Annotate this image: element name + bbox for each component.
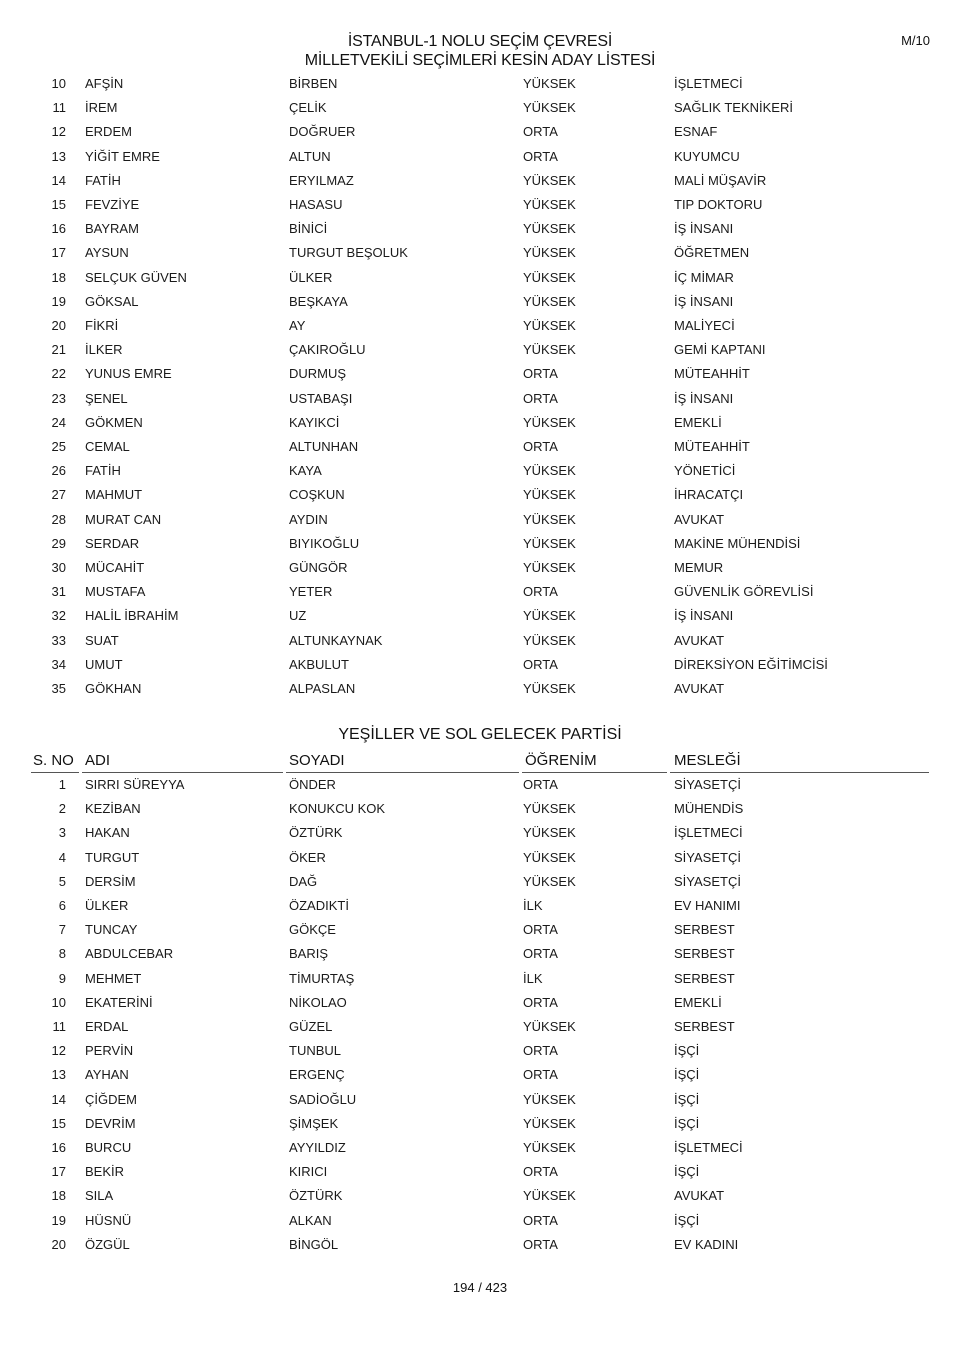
candidate-education: YÜKSEK xyxy=(523,801,576,817)
candidate-number: 25 xyxy=(51,439,66,454)
candidate-first-name: İLKER xyxy=(85,342,123,358)
candidate-occupation: AVUKAT xyxy=(674,511,725,527)
candidate-number: 15 xyxy=(51,197,66,212)
table-row xyxy=(0,1213,960,1237)
candidate-number: 7 xyxy=(58,922,66,938)
candidate-first-name: SELÇUK GÜVEN xyxy=(85,269,187,285)
candidate-number: 20 xyxy=(51,318,66,333)
candidate-last-name: AKBULUT xyxy=(289,656,349,672)
candidate-first-name: AYSUN xyxy=(85,245,129,261)
candidate-occupation: ESNAF xyxy=(674,124,718,140)
candidate-occupation: MALİ MÜŞAVİR xyxy=(674,172,767,188)
candidate-occupation: İŞ İNSANI xyxy=(674,390,734,406)
candidate-first-name: BAYRAM xyxy=(85,221,139,237)
candidate-occupation: İÇ MİMAR xyxy=(674,269,734,285)
candidate-education: ORTA xyxy=(523,584,558,600)
table-row xyxy=(0,197,960,221)
candidate-education: YÜKSEK xyxy=(523,1140,576,1155)
candidate-number: 32 xyxy=(51,608,66,624)
candidate-education: ORTA xyxy=(523,1236,558,1252)
candidate-first-name: HALİL İBRAHİM xyxy=(85,608,179,624)
candidate-last-name: BİNİCİ xyxy=(289,221,328,237)
table-row xyxy=(0,584,960,608)
candidate-last-name: ALTUNHAN xyxy=(289,439,359,454)
candidate-education: ORTA xyxy=(523,148,558,164)
table-row xyxy=(0,608,960,632)
candidate-first-name: SUAT xyxy=(85,632,119,648)
candidate-number: 14 xyxy=(51,172,66,188)
candidate-first-name: MAHMUT xyxy=(85,487,143,503)
candidate-first-name: KEZİBAN xyxy=(85,801,141,817)
candidate-last-name: TİMURTAŞ xyxy=(289,970,355,986)
candidate-number: 14 xyxy=(51,1091,66,1107)
candidate-number: 5 xyxy=(58,873,66,889)
header-underline xyxy=(522,772,667,773)
candidate-number: 21 xyxy=(51,342,66,358)
table-row xyxy=(0,898,960,922)
candidate-first-name: ABDULCEBAR xyxy=(85,946,174,962)
table-row xyxy=(0,946,960,970)
candidate-last-name: BIYIKOĞLU xyxy=(289,535,360,551)
candidate-number: 9 xyxy=(58,970,66,986)
candidate-education: ORTA xyxy=(523,946,558,962)
column-header-adi: ADI xyxy=(85,752,111,769)
candidate-first-name: FEVZİYE xyxy=(85,197,140,212)
candidate-education: ORTA xyxy=(523,439,558,454)
column-header-ogrenim: ÖĞRENİM xyxy=(525,752,597,769)
candidate-number: 18 xyxy=(51,1188,66,1204)
candidate-occupation: SERBEST xyxy=(674,922,735,938)
candidate-first-name: SERDAR xyxy=(85,535,140,551)
candidate-last-name: ERGENÇ xyxy=(289,1067,345,1083)
candidate-first-name: DEVRİM xyxy=(85,1115,136,1131)
candidate-occupation: MAKİNE MÜHENDİSİ xyxy=(674,535,801,551)
candidate-occupation: EV HANIMI xyxy=(674,898,741,913)
candidate-first-name: DERSİM xyxy=(85,873,136,889)
candidate-first-name: FATİH xyxy=(85,463,121,479)
column-header-no: S. NO xyxy=(33,752,74,769)
candidate-occupation: İŞ İNSANI xyxy=(674,293,734,309)
candidate-education: YÜKSEK xyxy=(523,318,576,333)
candidate-number: 35 xyxy=(51,681,66,696)
candidate-occupation: İŞÇİ xyxy=(674,1043,700,1059)
candidate-first-name: ÜLKER xyxy=(85,898,129,913)
table-row xyxy=(0,681,960,705)
candidate-occupation: İŞ İNSANI xyxy=(674,608,734,624)
candidate-number: 24 xyxy=(51,414,66,430)
candidate-last-name: ALPASLAN xyxy=(289,681,356,696)
candidate-occupation: TIP DOKTORU xyxy=(674,197,763,212)
candidate-first-name: MUSTAFA xyxy=(85,584,146,600)
candidate-first-name: MURAT CAN xyxy=(85,511,162,527)
candidate-number: 16 xyxy=(51,1140,66,1155)
candidate-number: 20 xyxy=(51,1236,66,1252)
document-title-line1: İSTANBUL-1 NOLU SEÇİM ÇEVRESİ xyxy=(347,33,613,50)
candidate-education: YÜKSEK xyxy=(523,535,576,551)
candidate-number: 12 xyxy=(51,124,66,140)
candidate-first-name: SIRRI SÜREYYA xyxy=(85,777,185,792)
table-row xyxy=(0,294,960,318)
header-underline xyxy=(286,772,519,773)
candidate-number: 3 xyxy=(58,825,66,841)
candidate-number: 17 xyxy=(51,245,66,261)
candidate-first-name: İREM xyxy=(85,100,118,116)
candidate-number: 34 xyxy=(51,656,66,672)
candidate-education: YÜKSEK xyxy=(523,511,576,527)
column-header-meslek: MESLEĞİ xyxy=(674,752,741,769)
candidate-occupation: SERBEST xyxy=(674,1019,735,1034)
table-row xyxy=(0,487,960,511)
table-row xyxy=(0,318,960,342)
candidate-education: YÜKSEK xyxy=(523,342,576,358)
header-underline xyxy=(82,772,283,773)
table-row xyxy=(0,439,960,463)
candidate-education: YÜKSEK xyxy=(523,245,576,261)
table-row xyxy=(0,173,960,197)
candidate-last-name: ÖNDER xyxy=(289,777,336,792)
table-row xyxy=(0,463,960,487)
table-row xyxy=(0,1140,960,1164)
table-row xyxy=(0,221,960,245)
table-row xyxy=(0,100,960,124)
candidate-education: İLK xyxy=(523,898,543,913)
candidate-last-name: UZ xyxy=(289,608,307,624)
candidate-last-name: NİKOLAO xyxy=(289,994,347,1010)
candidate-number: 23 xyxy=(51,390,66,406)
table-row xyxy=(0,971,960,995)
candidate-occupation: KUYUMCU xyxy=(674,148,740,164)
candidate-last-name: SADİOĞLU xyxy=(289,1091,357,1107)
candidate-occupation: İŞLETMECİ xyxy=(674,76,743,91)
candidate-education: YÜKSEK xyxy=(523,608,576,624)
candidate-education: YÜKSEK xyxy=(523,76,576,91)
document-title-line2: MİLLETVEKİLİ SEÇİMLERİ KESİN ADAY LİSTESİ xyxy=(304,52,656,69)
candidate-last-name: ALTUN xyxy=(289,148,331,164)
candidate-occupation: GEMİ KAPTANI xyxy=(674,342,766,358)
table-row xyxy=(0,1237,960,1261)
candidate-first-name: PERVİN xyxy=(85,1043,134,1059)
candidate-education: YÜKSEK xyxy=(523,560,576,575)
candidate-number: 15 xyxy=(51,1115,66,1131)
table-row xyxy=(0,536,960,560)
candidate-education: ORTA xyxy=(523,366,558,382)
candidate-education: ORTA xyxy=(523,390,558,406)
candidate-occupation: SİYASETÇİ xyxy=(674,873,741,889)
candidate-first-name: MÜCAHİT xyxy=(85,560,145,575)
candidate-last-name: GÖKÇE xyxy=(289,922,336,938)
table-row xyxy=(0,391,960,415)
party2-table-header xyxy=(0,752,960,774)
candidate-number: 16 xyxy=(51,221,66,237)
candidate-occupation: YÖNETİCİ xyxy=(674,463,736,479)
candidate-first-name: SILA xyxy=(85,1188,114,1204)
candidate-education: YÜKSEK xyxy=(523,269,576,285)
party2-title: YEŞİLLER VE SOL GELECEK PARTİSİ xyxy=(338,726,622,743)
candidate-first-name: ERDEM xyxy=(85,124,132,140)
candidate-education: YÜKSEK xyxy=(523,632,576,648)
candidate-education: YÜKSEK xyxy=(523,1091,576,1107)
table-row xyxy=(0,801,960,825)
page-number: 194 / 423 xyxy=(452,1280,508,1295)
candidate-number: 8 xyxy=(58,946,66,962)
candidate-first-name: GÖKMEN xyxy=(85,414,143,430)
table-row xyxy=(0,850,960,874)
candidate-education: ORTA xyxy=(523,1164,558,1180)
candidate-first-name: CEMAL xyxy=(85,439,130,454)
table-row xyxy=(0,922,960,946)
candidate-first-name: BEKİR xyxy=(85,1164,125,1180)
candidate-education: YÜKSEK xyxy=(523,172,576,188)
candidate-first-name: EKATERİNİ xyxy=(85,994,153,1010)
table-row xyxy=(0,1019,960,1043)
table-row xyxy=(0,657,960,681)
candidate-education: YÜKSEK xyxy=(523,293,576,309)
page-code: M/10 xyxy=(901,33,930,48)
candidate-occupation: İŞÇİ xyxy=(674,1091,700,1107)
candidate-occupation: MÜHENDİS xyxy=(674,801,744,817)
candidate-number: 10 xyxy=(51,994,66,1010)
table-row xyxy=(0,1116,960,1140)
candidate-occupation: İHRACATÇI xyxy=(674,487,744,503)
candidate-last-name: KIRICI xyxy=(289,1164,328,1180)
table-row xyxy=(0,1092,960,1116)
candidate-occupation: SERBEST xyxy=(674,970,735,986)
candidate-last-name: ÇELİK xyxy=(289,100,327,116)
candidate-last-name: BİRBEN xyxy=(289,76,338,91)
candidate-last-name: ALTUNKAYNAK xyxy=(289,632,383,648)
candidate-occupation: İŞÇİ xyxy=(674,1067,700,1083)
candidate-occupation: MEMUR xyxy=(674,560,724,575)
candidate-last-name: ÖZTÜRK xyxy=(289,1188,343,1204)
candidate-number: 1 xyxy=(58,777,66,792)
candidate-number: 31 xyxy=(51,584,66,600)
table-row xyxy=(0,124,960,148)
candidate-last-name: ÖKER xyxy=(289,849,326,865)
candidate-occupation: ÖĞRETMEN xyxy=(674,245,750,261)
candidate-occupation: SİYASETÇİ xyxy=(674,777,741,792)
table-row xyxy=(0,1067,960,1091)
candidate-first-name: AFŞİN xyxy=(85,76,124,91)
candidate-occupation: EMEKLİ xyxy=(674,994,722,1010)
candidate-education: YÜKSEK xyxy=(523,197,576,212)
candidate-last-name: KONUKCU KOK xyxy=(289,801,386,817)
header-underline xyxy=(670,772,929,773)
candidate-first-name: MEHMET xyxy=(85,970,142,986)
candidate-last-name: DAĞ xyxy=(289,873,318,889)
candidate-first-name: TUNCAY xyxy=(85,922,138,938)
table-row xyxy=(0,560,960,584)
candidate-last-name: DOĞRUER xyxy=(289,124,356,140)
candidate-number: 6 xyxy=(58,898,66,913)
candidate-first-name: ŞENEL xyxy=(85,390,128,406)
candidate-first-name: YİĞİT EMRE xyxy=(85,148,160,164)
candidate-education: ORTA xyxy=(523,124,558,140)
candidate-occupation: EMEKLİ xyxy=(674,414,722,430)
candidate-occupation: İŞÇİ xyxy=(674,1164,700,1180)
candidate-number: 19 xyxy=(51,293,66,309)
candidate-last-name: ALKAN xyxy=(289,1212,332,1228)
candidate-last-name: AYDIN xyxy=(289,511,328,527)
candidate-first-name: TURGUT xyxy=(85,849,140,865)
candidate-occupation: SERBEST xyxy=(674,946,735,962)
candidate-education: YÜKSEK xyxy=(523,1115,576,1131)
table-row xyxy=(0,777,960,801)
candidate-education: YÜKSEK xyxy=(523,825,576,841)
table-row xyxy=(0,415,960,439)
table-row xyxy=(0,270,960,294)
candidate-education: YÜKSEK xyxy=(523,681,576,696)
candidate-occupation: DİREKSİYON EĞİTİMCİSİ xyxy=(674,656,828,672)
candidate-first-name: HAKAN xyxy=(85,825,130,841)
table-row xyxy=(0,1043,960,1067)
candidate-number: 33 xyxy=(51,632,66,648)
candidate-last-name: ERYILMAZ xyxy=(289,172,354,188)
candidate-number: 13 xyxy=(51,1067,66,1083)
candidate-occupation: İŞ İNSANI xyxy=(674,221,734,237)
candidate-education: İLK xyxy=(523,970,543,986)
candidate-number: 17 xyxy=(51,1164,66,1180)
table-row xyxy=(0,633,960,657)
candidate-education: YÜKSEK xyxy=(523,1188,576,1204)
candidate-occupation: MÜTEAHHİT xyxy=(674,366,750,382)
candidate-last-name: BİNGÖL xyxy=(289,1236,339,1252)
candidate-education: ORTA xyxy=(523,777,558,792)
candidate-last-name: ŞİMŞEK xyxy=(289,1115,339,1131)
table-row xyxy=(0,245,960,269)
candidate-last-name: USTABAŞI xyxy=(289,390,353,406)
candidate-education: YÜKSEK xyxy=(523,414,576,430)
candidate-first-name: GÖKSAL xyxy=(85,293,139,309)
table-row xyxy=(0,995,960,1019)
table-row xyxy=(0,512,960,536)
candidate-education: YÜKSEK xyxy=(523,1019,576,1034)
candidate-number: 10 xyxy=(51,76,66,91)
header-underline xyxy=(31,772,79,773)
table-row xyxy=(0,825,960,849)
candidate-last-name: HASASU xyxy=(289,197,343,212)
candidate-occupation: AVUKAT xyxy=(674,681,725,696)
candidate-last-name: BEŞKAYA xyxy=(289,293,348,309)
candidate-education: YÜKSEK xyxy=(523,873,576,889)
candidate-first-name: HÜSNÜ xyxy=(85,1212,132,1228)
candidate-last-name: AYYILDIZ xyxy=(289,1140,346,1155)
candidate-education: YÜKSEK xyxy=(523,487,576,503)
candidate-occupation: GÜVENLİK GÖREVLİSİ xyxy=(674,584,814,600)
candidate-occupation: SİYASETÇİ xyxy=(674,849,741,865)
table-row xyxy=(0,874,960,898)
candidate-first-name: ERDAL xyxy=(85,1019,129,1034)
candidate-occupation: SAĞLIK TEKNİKERİ xyxy=(674,100,793,116)
candidate-first-name: ÖZGÜL xyxy=(85,1236,130,1252)
candidate-last-name: KAYA xyxy=(289,463,322,479)
candidate-number: 4 xyxy=(58,849,66,865)
candidate-number: 22 xyxy=(51,366,66,382)
candidate-education: YÜKSEK xyxy=(523,221,576,237)
candidate-number: 12 xyxy=(51,1043,66,1059)
candidate-first-name: FATİH xyxy=(85,172,121,188)
table-row xyxy=(0,76,960,100)
candidate-first-name: UMUT xyxy=(85,656,123,672)
candidate-number: 11 xyxy=(52,1019,66,1034)
candidate-first-name: YUNUS EMRE xyxy=(85,366,172,382)
candidate-education: ORTA xyxy=(523,1212,558,1228)
candidate-first-name: ÇİĞDEM xyxy=(85,1091,137,1107)
candidate-last-name: ÖZADIKTİ xyxy=(289,898,349,913)
candidate-last-name: DURMUŞ xyxy=(289,366,347,382)
candidate-occupation: EV KADINI xyxy=(674,1236,739,1252)
table-row xyxy=(0,149,960,173)
candidate-number: 18 xyxy=(51,269,66,285)
candidate-number: 11 xyxy=(52,100,66,116)
candidate-occupation: MALİYECİ xyxy=(674,318,735,333)
candidate-first-name: BURCU xyxy=(85,1140,132,1155)
candidate-occupation: İŞÇİ xyxy=(674,1212,700,1228)
candidate-last-name: GÜZEL xyxy=(289,1019,333,1034)
candidate-education: YÜKSEK xyxy=(523,100,576,116)
candidate-last-name: COŞKUN xyxy=(289,487,345,503)
candidate-number: 13 xyxy=(51,148,66,164)
candidate-education: YÜKSEK xyxy=(523,463,576,479)
table-row xyxy=(0,1188,960,1212)
candidate-first-name: AYHAN xyxy=(85,1067,129,1083)
candidate-last-name: ÜLKER xyxy=(289,269,333,285)
candidate-education: ORTA xyxy=(523,1067,558,1083)
candidate-number: 27 xyxy=(51,487,66,503)
candidate-number: 29 xyxy=(51,535,66,551)
candidate-last-name: GÜNGÖR xyxy=(289,560,348,575)
candidate-number: 28 xyxy=(51,511,66,527)
candidate-occupation: AVUKAT xyxy=(674,1188,725,1204)
candidate-occupation: İŞLETMECİ xyxy=(674,1140,743,1155)
table-row xyxy=(0,342,960,366)
candidate-last-name: TUNBUL xyxy=(289,1043,342,1059)
candidate-number: 26 xyxy=(51,463,66,479)
table-row xyxy=(0,366,960,390)
candidate-occupation: İŞLETMECİ xyxy=(674,825,743,841)
candidate-occupation: MÜTEAHHİT xyxy=(674,439,750,454)
candidate-education: YÜKSEK xyxy=(523,849,576,865)
candidate-education: ORTA xyxy=(523,656,558,672)
candidate-number: 30 xyxy=(51,560,66,575)
candidate-number: 19 xyxy=(51,1212,66,1228)
candidate-last-name: BARIŞ xyxy=(289,946,329,962)
candidate-occupation: AVUKAT xyxy=(674,632,725,648)
candidate-education: ORTA xyxy=(523,922,558,938)
candidate-first-name: FİKRİ xyxy=(85,318,119,333)
column-header-soyadi: SOYADI xyxy=(289,752,345,769)
candidate-first-name: GÖKHAN xyxy=(85,681,142,696)
candidate-last-name: AY xyxy=(289,318,306,333)
candidate-last-name: ÇAKIROĞLU xyxy=(289,342,366,358)
table-row xyxy=(0,1164,960,1188)
candidate-last-name: YETER xyxy=(289,584,333,600)
candidate-education: ORTA xyxy=(523,994,558,1010)
candidate-last-name: TURGUT BEŞOLUK xyxy=(289,245,408,261)
candidate-last-name: KAYIKCİ xyxy=(289,414,340,430)
candidate-number: 2 xyxy=(58,801,66,817)
candidate-education: ORTA xyxy=(523,1043,558,1059)
candidate-last-name: ÖZTÜRK xyxy=(289,825,343,841)
candidate-occupation: İŞÇİ xyxy=(674,1115,700,1131)
